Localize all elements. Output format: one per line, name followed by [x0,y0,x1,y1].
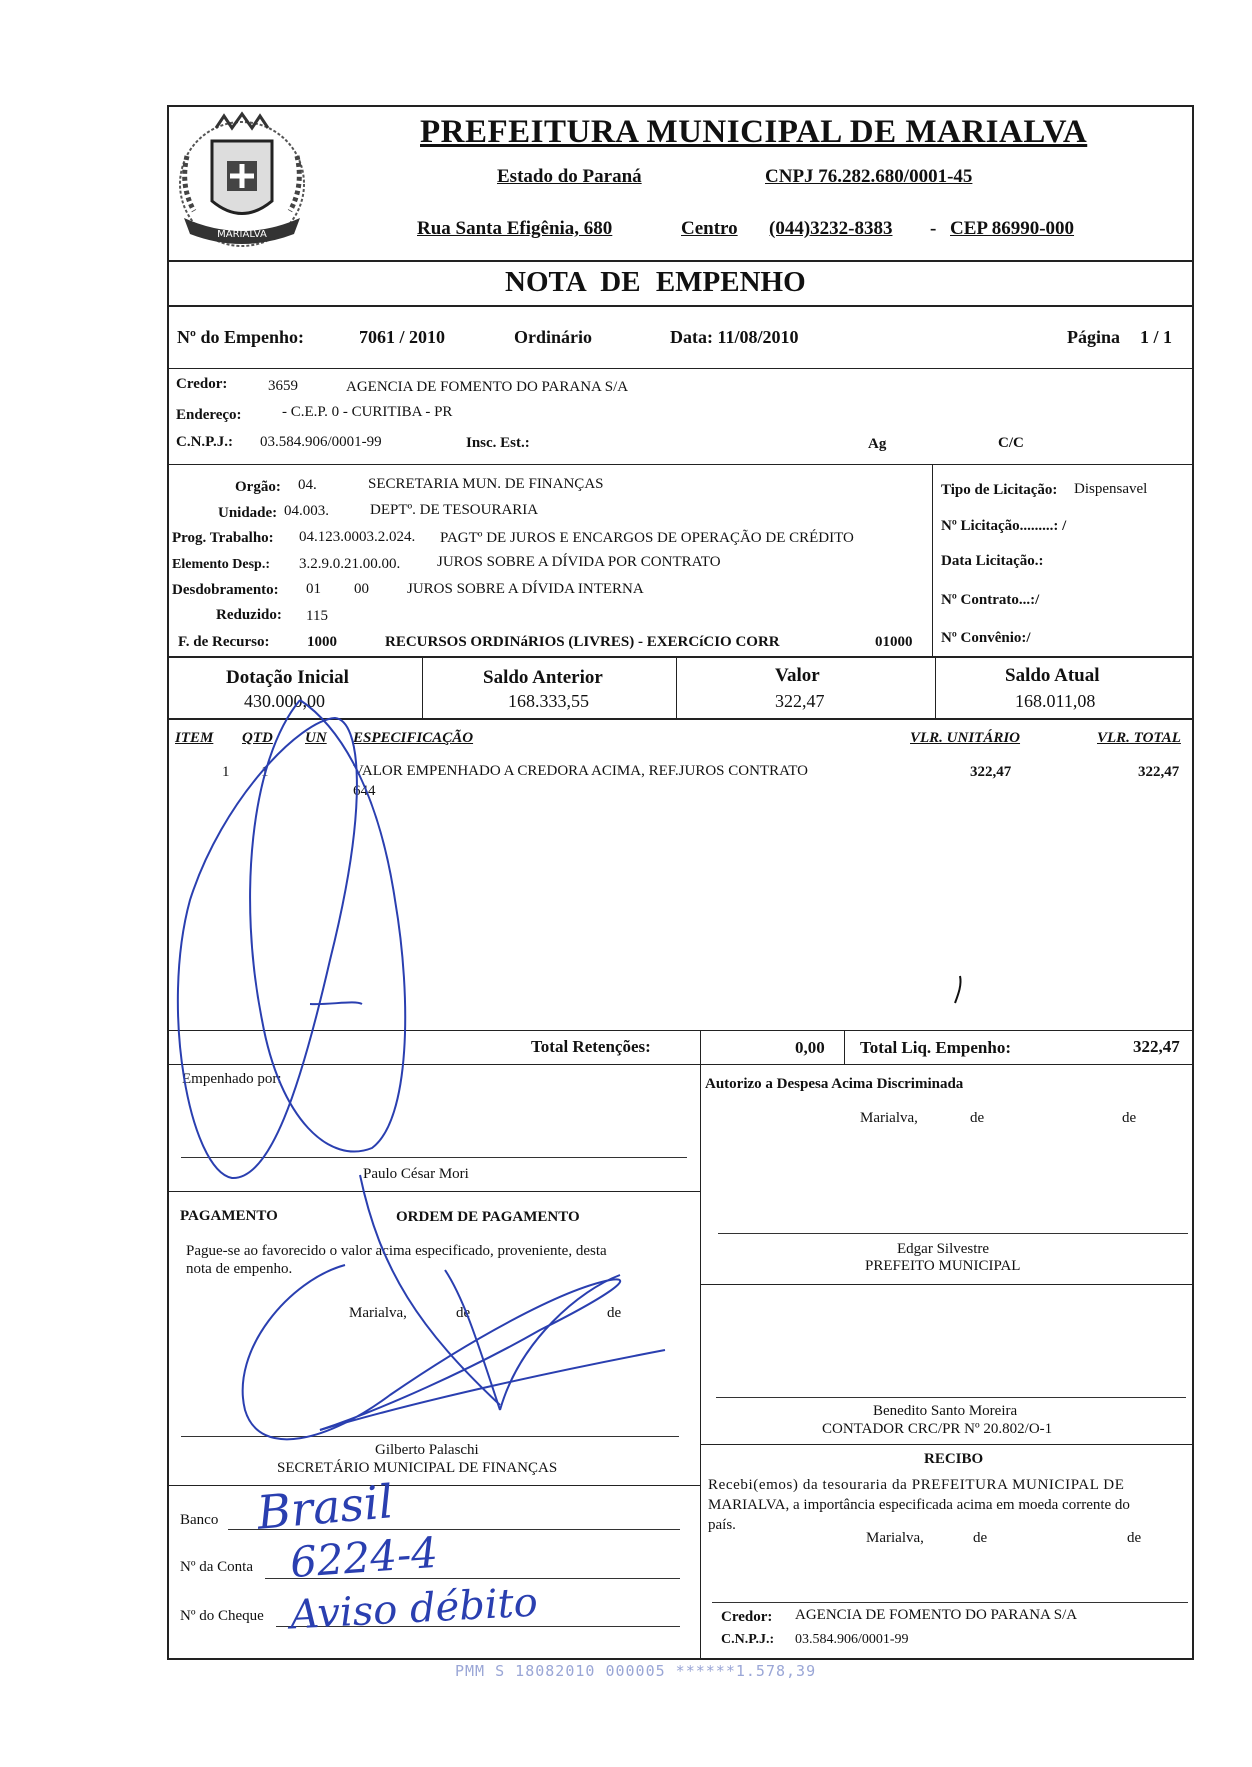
col-qtd: QTD [242,730,273,746]
endereco-value: - C.E.P. 0 - CURITIBA - PR [282,404,453,420]
item-description-line1: VALOR EMPENHADO A CREDORA ACIMA, REF.JUROS CONTRATO [353,763,808,779]
cheque-label: Nº do Cheque [180,1608,264,1624]
doc-title: NOTA DE EMPENHO [505,266,806,298]
banco-handwritten: Brasil [254,1474,396,1540]
pagamento-text-line1: Pague-se ao favorecido o valor acima especificado, proveniente, desta [186,1243,607,1259]
recibo-title: RECIBO [924,1451,984,1467]
header-phone: (044)3232-8383 [769,218,893,239]
recibo-line1: Recebi(emos) da tesouraria da PREFEITURA MUNICIPAL DE [708,1477,1125,1493]
insc-label: Insc. Est.: [466,435,530,451]
contador-name: Benedito Santo Moreira [873,1403,1018,1419]
saldo-atual-label: Saldo Atual [1005,665,1100,686]
orgao-label: Orgão: [235,479,281,495]
pagamento-text-line2: nota de empenho. [186,1261,293,1277]
recibo-cnpj-label: C.N.P.J.: [721,1632,775,1647]
desd-code1: 01 [306,581,321,597]
empenho-date: Data: 11/08/2010 [670,327,799,347]
page-label: Página [1067,327,1121,347]
empenho-number: 7061 / 2010 [359,327,446,347]
ordem-pagamento-label: ORDEM DE PAGAMENTO [396,1209,580,1225]
autorizo-de2: de [1122,1110,1137,1126]
valor-value: 322,47 [775,691,825,711]
header-title: PREFEITURA MUNICIPAL DE MARIALVA [420,114,1088,150]
recibo-credor-name: AGENCIA DE FOMENTO DO PARANA S/A [795,1607,1078,1623]
desd-code2: 00 [354,581,369,597]
ag-label: Ag [868,436,887,452]
col-vlr-unitario: VLR. UNITÁRIO [910,730,1021,746]
prefeito-name: Edgar Silvestre [897,1241,990,1257]
contador-role: CONTADOR CRC/PR Nº 20.802/O-1 [822,1421,1053,1437]
header-separator: - [930,218,937,239]
credor-code: 3659 [268,378,298,394]
pagamento-de1: de [456,1305,471,1321]
recurso-code2: 01000 [875,634,913,650]
processing-stamp: PMM S 18082010 000005 ******1.578,39 [455,1662,817,1680]
pagamento-label: PAGAMENTO [180,1208,278,1224]
item-number: 1 [222,764,230,780]
recibo-cnpj-value: 03.584.906/0001-99 [795,1632,909,1647]
total-liq-value: 322,47 [1133,1037,1180,1056]
header-cep: CEP 86990-000 [950,218,1075,239]
item-description-line2: 644 [353,783,376,799]
empenho-type: Ordinário [514,327,593,347]
elem-code: 3.2.9.0.21.00.00. [299,556,401,572]
item-total-value: 322,47 [1138,764,1180,780]
empenhado-label: Empenhado por: [182,1071,282,1087]
item-qtd: 1 [261,764,269,780]
saldo-atual-value: 168.011,08 [1015,691,1096,711]
dotacao-inicial-value: 430.000,00 [244,691,325,711]
recibo-de2: de [1127,1530,1142,1546]
autorizo-title: Autorizo a Despesa Acima Discriminada [705,1076,964,1092]
recurso-label: F. de Recurso: [178,634,270,650]
desd-label: Desdobramento: [172,582,279,598]
header-street: Rua Santa Efigênia, 680 [417,218,613,239]
recurso-code: 1000 [307,634,337,650]
contrato-number: Nº Contrato...:/ [941,592,1040,608]
elem-name: JUROS SOBRE A DÍVIDA POR CONTRATO [437,554,721,570]
tipo-licitacao-value: Dispensavel [1074,481,1148,497]
unidade-label: Unidade: [218,505,278,521]
item-unit-value: 322,47 [970,764,1012,780]
total-retencoes-label: Total Retenções: [531,1037,651,1056]
conta-handwritten: 6224-4 [288,1527,440,1588]
conta-label: Nº da Conta [180,1559,253,1575]
crest-label: MARIALVA [217,229,267,240]
secretario-role: SECRETÁRIO MUNICIPAL DE FINANÇAS [277,1460,558,1476]
header-district: Centro [681,218,738,239]
cnpj-value: 03.584.906/0001-99 [260,434,382,450]
prog-label: Prog. Trabalho: [172,530,274,546]
recibo-line3: país. [708,1517,736,1533]
header-cnpj: CNPJ 76.282.680/0001-45 [765,166,973,187]
col-vlr-total: VLR. TOTAL [1097,730,1181,746]
unidade-name: DEPTº. DE TESOURARIA [370,502,539,518]
col-especificacao: ESPECIFICAÇÃO [353,730,474,746]
prefeito-role: PREFEITO MUNICIPAL [865,1258,1021,1274]
unidade-code: 04.003. [284,503,329,519]
col-un: UN [305,730,327,746]
prog-name: PAGTº DE JUROS E ENCARGOS DE OPERAÇÃO DE CRÉDITO [440,530,854,546]
saldo-anterior-value: 168.333,55 [508,691,589,711]
pagamento-city: Marialva, [349,1305,407,1321]
banco-label: Banco [180,1512,219,1528]
saldo-anterior-label: Saldo Anterior [483,667,603,688]
orgao-name: SECRETARIA MUN. DE FINANÇAS [368,476,604,492]
tipo-licitacao-label: Tipo de Licitação: [941,482,1058,498]
autorizo-city: Marialva, [860,1110,918,1126]
licitacao-number: Nº Licitação.........: / [941,518,1067,534]
cheque-handwritten: Aviso débito [288,1579,539,1639]
recibo-de1: de [973,1530,988,1546]
credor-label: Credor: [176,376,228,392]
empenho-label: Nº do Empenho: [177,327,304,347]
header-state: Estado do Paraná [497,166,642,187]
prog-code: 04.123.0003.2.024. [299,529,416,545]
autorizo-de1: de [970,1110,985,1126]
recibo-line2: MARIALVA, a importância especificada acima em moeda corrente do [708,1497,1130,1513]
municipal-crest [172,106,312,256]
credor-name: AGENCIA DE FOMENTO DO PARANA S/A [346,379,629,395]
recibo-city: Marialva, [866,1530,924,1546]
endereco-label: Endereço: [176,407,242,423]
total-retencoes-value: 0,00 [795,1038,825,1057]
dotacao-inicial-label: Dotação Inicial [226,667,349,688]
orgao-code: 04. [298,477,317,493]
recibo-credor-label: Credor: [721,1609,773,1625]
valor-label: Valor [775,665,820,686]
pagamento-de2: de [607,1305,622,1321]
elem-label: Elemento Desp.: [172,557,270,572]
licitacao-date: Data Licitação.: [941,553,1044,569]
cnpj-label: C.N.P.J.: [176,434,233,450]
reduzido-code: 115 [306,608,328,624]
empenhado-name: Paulo César Mori [363,1166,469,1182]
reduzido-label: Reduzido: [216,607,282,623]
convenio-number: Nº Convênio:/ [941,630,1031,646]
total-liq-label: Total Liq. Empenho: [860,1038,1011,1057]
secretario-name: Gilberto Palaschi [375,1442,479,1458]
col-item: ITEM [175,730,214,746]
recurso-name: RECURSOS ORDINáRIOS (LIVRES) - EXERCíCIO CORR [385,634,780,650]
desd-name: JUROS SOBRE A DÍVIDA INTERNA [407,581,644,597]
cc-label: C/C [998,435,1024,451]
page-number: 1 / 1 [1140,327,1173,347]
